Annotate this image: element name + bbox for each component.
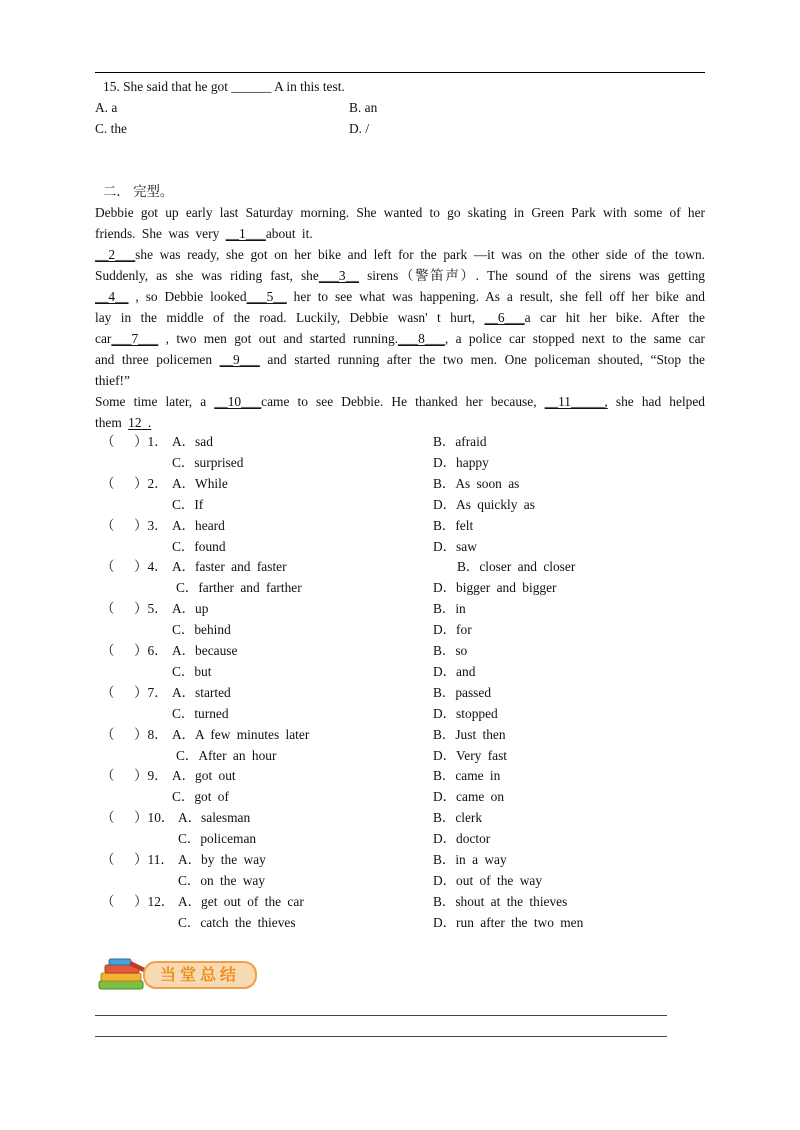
blank: __2___ xyxy=(95,247,136,262)
question-number: （ ）10． xyxy=(101,810,175,826)
option-d: D．As quickly as xyxy=(433,496,535,512)
blank: __9___ xyxy=(219,352,260,367)
passage-text: she was ready, she got on her bike and left for the park —it was on the other side of the town. Suddenly, as she was riding fast, she xyxy=(95,247,705,283)
answer-line-1 xyxy=(95,1015,667,1016)
blank: ___8___ xyxy=(398,331,445,346)
blank: 12 . xyxy=(128,415,152,430)
question-number: （ ）7． xyxy=(101,684,168,700)
blank: ___7___ xyxy=(111,331,159,346)
option-d: D．doctor xyxy=(433,831,491,847)
blank: __4__ xyxy=(95,289,129,304)
blank: __6___ xyxy=(484,310,525,325)
passage-text: Some time later, a xyxy=(95,394,215,409)
option-a: A．heard xyxy=(172,517,225,533)
top-rule xyxy=(95,72,705,73)
option-a: A．faster and faster xyxy=(172,559,287,575)
option-b: B．felt xyxy=(433,517,474,533)
option-c: C．but xyxy=(172,663,212,679)
option-a: A．salesman xyxy=(178,810,251,826)
option-c: C．If xyxy=(172,496,204,512)
option-b: B．passed xyxy=(433,684,492,700)
option-a: A．by the way xyxy=(178,852,266,867)
option-d: D．out of the way xyxy=(433,872,543,888)
option-b: B．Just then xyxy=(433,726,506,742)
question-number: （ ）12． xyxy=(101,893,175,909)
option-d: D．stopped xyxy=(433,705,498,721)
option-b: B．shout at the thieves xyxy=(433,893,568,909)
section-heading: 二． 完型。 xyxy=(103,184,174,199)
option-d: D．run after the two men xyxy=(433,914,584,930)
question-number: （ ）1． xyxy=(101,434,168,449)
option-d: D．bigger and bigger xyxy=(433,580,557,596)
option-c: C．got of xyxy=(172,789,229,805)
option-a: A．started xyxy=(172,684,231,700)
question-number: （ ）4． xyxy=(101,559,168,575)
question-number: （ ）3． xyxy=(101,517,168,533)
option-c: C．catch the thieves xyxy=(178,914,296,930)
passage-text: and started running after the two men. One policeman shouted, “Stop the thief!” xyxy=(95,352,705,388)
option-a: A．up xyxy=(172,601,209,617)
passage-paragraph-1 xyxy=(95,202,705,244)
passage-paragraph-2 xyxy=(95,244,705,391)
option-c: C．on the way xyxy=(178,872,266,888)
question-number: （ ）9． xyxy=(101,768,168,784)
question-number: （ ）11． xyxy=(101,852,174,867)
option-c: C．farther and farther xyxy=(176,580,302,596)
q15-option-d: D. / xyxy=(349,121,370,136)
option-c: C．found xyxy=(172,538,226,554)
q15-option-c: C. the xyxy=(95,121,127,136)
question-number: （ ）8． xyxy=(101,726,168,742)
option-a: A．because xyxy=(172,643,238,658)
option-b: B．As soon as xyxy=(433,475,520,491)
q15-option-b: B. an xyxy=(349,100,378,115)
option-c: C．After an hour xyxy=(176,747,277,763)
option-b: B．clerk xyxy=(433,810,483,826)
passage-text: , two men got out and started running. xyxy=(158,331,398,346)
option-a: A．A few minutes later xyxy=(172,726,310,742)
option-b: B．closer and closer xyxy=(457,559,576,575)
q15-stem: 15. She said that he got ______ A in this test. xyxy=(103,79,345,94)
option-c: C．turned xyxy=(172,705,229,721)
option-d: D．for xyxy=(433,622,472,638)
passage-text: her to see what was happening. As a result, she fell off her bike and lay in the middle of the road. Luckily, Debbie wasn' t hurt, xyxy=(95,289,705,325)
option-c: C．behind xyxy=(172,622,231,638)
question-number: （ ）2． xyxy=(101,475,168,491)
passage-text: about it. xyxy=(265,226,313,241)
option-d: D．saw xyxy=(433,538,477,554)
option-c: C．policeman xyxy=(178,831,257,847)
option-a: A．While xyxy=(172,475,228,491)
passage-text: she had helped them xyxy=(95,394,705,430)
passage-text: , so Debbie looked xyxy=(128,289,247,304)
summary-badge xyxy=(95,957,260,995)
summary-label: 当堂总结 xyxy=(143,961,257,989)
option-b: B．afraid xyxy=(433,434,487,449)
blank: ___5__ xyxy=(246,289,287,304)
blank: __1___ xyxy=(225,226,266,241)
option-d: D．and xyxy=(433,663,476,679)
passage-paragraph-3 xyxy=(95,391,705,433)
option-b: B．came in xyxy=(433,768,501,784)
option-d: D．Very fast xyxy=(433,747,508,763)
blank: __10___ xyxy=(214,394,262,409)
passage-text: , a police car stopped next to the same car and three policemen xyxy=(95,331,705,367)
option-b: B．in a way xyxy=(433,852,507,867)
option-a: A．got out xyxy=(172,768,236,784)
option-d: D．happy xyxy=(433,454,489,470)
passage-text: sirens（警笛声）. The sound of the sirens was getting xyxy=(359,268,705,283)
passage-text: Debbie got up early last Saturday morning. She wanted to go skating in Green Park with some of her friends. She was very xyxy=(95,205,705,241)
option-c: C．surprised xyxy=(172,454,244,470)
option-a: A．get out of the car xyxy=(178,893,304,909)
blank: __11_____, xyxy=(544,394,608,409)
option-b: B．so xyxy=(433,643,468,658)
blank: ___3__ xyxy=(318,268,359,283)
passage-text: came to see Debbie. He thanked her because, xyxy=(261,394,545,409)
question-number: （ ）6． xyxy=(101,643,168,658)
option-b: B．in xyxy=(433,601,466,617)
option-d: D．came on xyxy=(433,789,505,805)
question-number: （ ）5． xyxy=(101,601,168,617)
option-a: A．sad xyxy=(172,434,213,449)
q15-option-a: A. a xyxy=(95,100,118,115)
answer-line-2 xyxy=(95,1036,667,1037)
passage-text: a car hit her bike. After the car xyxy=(95,310,705,346)
